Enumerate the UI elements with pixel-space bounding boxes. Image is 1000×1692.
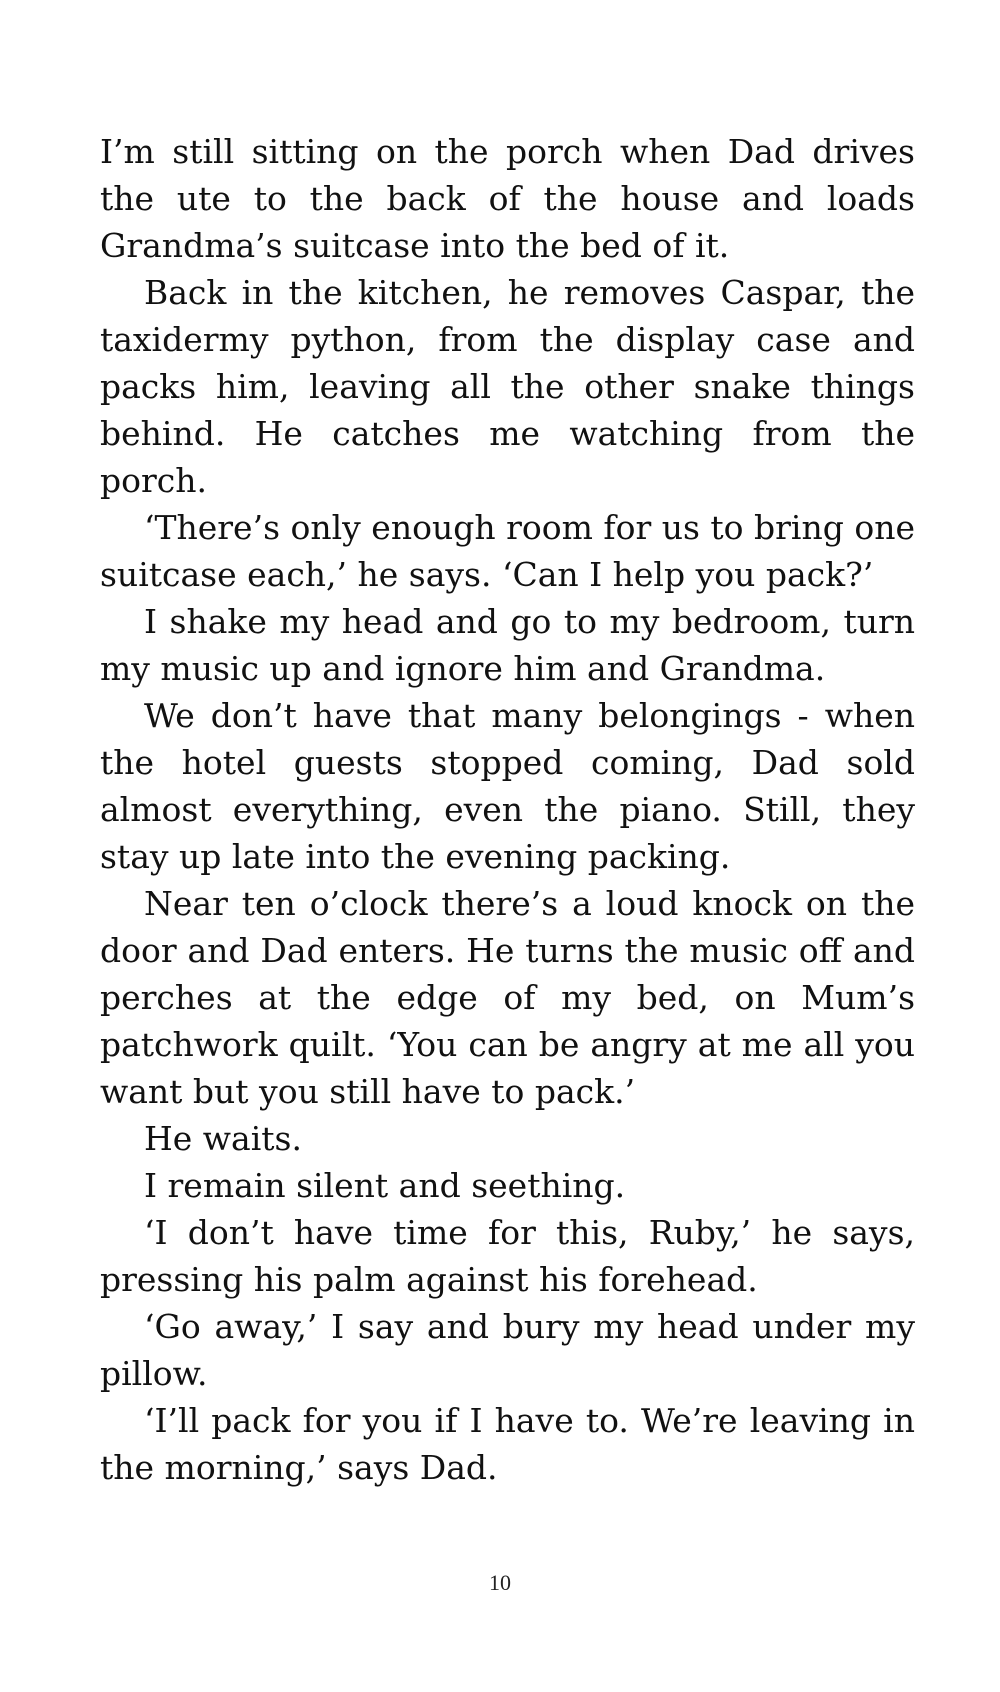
- paragraph: I remain silent and seething.: [144, 1166, 626, 1205]
- body-text: [100, 128, 915, 1491]
- paragraph: ‘I don’t have time for this, Ruby,’ he says, pressing his palm against his forehead.: [100, 1213, 915, 1299]
- paragraph: ‘I’ll pack for you if I have to. We’re leaving in the morning,’ says Dad.: [100, 1401, 915, 1487]
- paragraph: Near ten o’clock there’s a loud knock on the door and Dad enters. He turns the music off and perches at the edge of my bed, on Mum’s patchwork quilt. ‘You can be angry at me all you want but you still have to pack.’: [100, 884, 915, 1111]
- paragraph: ‘There’s only enough room for us to bring one suitcase each,’ he says. ‘Can I help you pack?’: [100, 508, 915, 594]
- paragraph: Back in the kitchen, he removes Caspar, the taxidermy python, from the display case and packs him, leaving all the other snake things behind. He catches me watching from the porch.: [100, 273, 915, 500]
- page-number: 10: [489, 1570, 511, 1595]
- paragraph: We don’t have that many belongings - when the hotel guests stopped coming, Dad sold almost everything, even the piano. Still, they stay up late into the evening packing.: [100, 696, 915, 876]
- paragraph: He waits.: [144, 1119, 302, 1158]
- paragraph: I’m still sitting on the porch when Dad drives the ute to the back of the house and loads Grandma’s suitcase into the bed of it.: [100, 132, 915, 265]
- paragraph: ‘Go away,’ I say and bury my head under my pillow.: [100, 1307, 915, 1393]
- paragraph: I shake my head and go to my bedroom, turn my music up and ignore him and Grandma.: [100, 602, 915, 688]
